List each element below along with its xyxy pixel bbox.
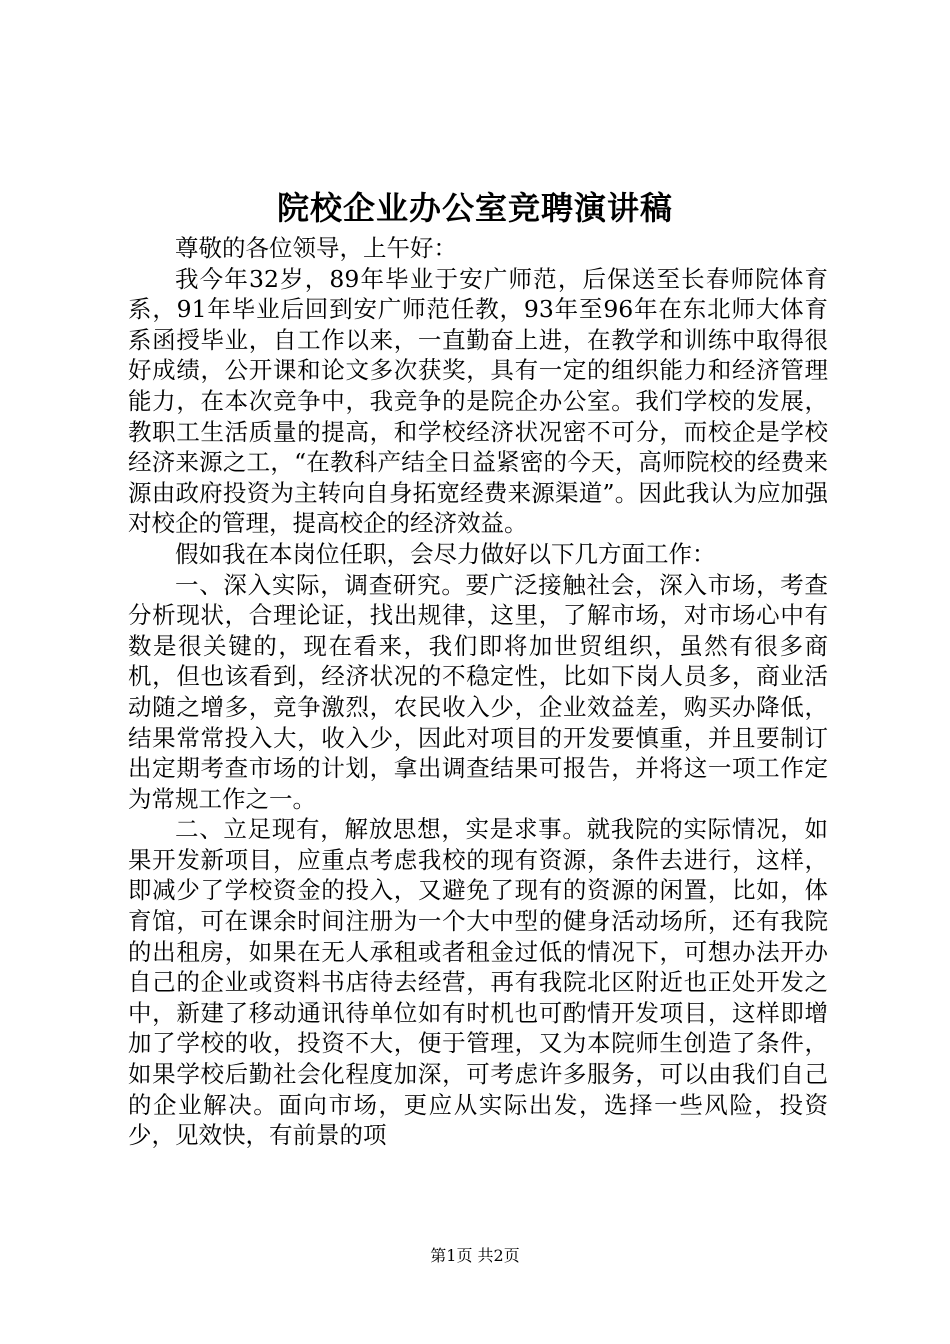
paragraph-salutation: 尊敬的各位领导，上午好： <box>175 234 457 262</box>
paragraph-point-two: 二、立足现有，解放思想，实是求事。就我院的实际情况，如果开发新项目，应重点考虑我校的现有资源，条件去进行，这样，即减少了学校资金的投入，又避免了现有的资源的闲置，比如，体育馆，可在课余时间注册为一个大中型的健身活动场所，还有我院的出租房，如果在无人承租或者租金过低的情况下，可想办法开办自己的企业或资料书店待去经营，再有我院北区附近也正处开发之中，新建了移动通讯待单位如有时机也可酌情开发项目，这样即增加了学校的收，投资不大，便于管理，又为本院师生创造了条件，如果学校后勤社会化程度加深，可考虑许多服务，可以由我们自己的企业解决。面向市场，更应从实际出发，选择一些风险，投资少，见效快，有前景的项 <box>128 815 828 1150</box>
paragraph-plan-intro: 假如我在本岗位任职，会尽力做好以下几方面工作： <box>175 539 716 568</box>
paragraph-introduction: 我今年32岁，89年毕业于安广师范，后保送至长春师院体育系，91年毕业后回到安广师范任教，93年至96年在东北师大体育系函授毕业，自工作以来，一直勤奋上进，在教学和训练中取得很好成绩，公开课和论文多次获奖，具有一定的组织能力和经济管理能力，在本次竞争中，我竞争的是院企办公室。我们学校的发展，教职工生活质量的提高，和学校经济状况密不可分，而校企是学校经济来源之工，“在教科产结全日益紧密的今天，高师院校的经费来源由政府投资为主转向自身拓宽经费来源渠道”。因此我认为应加强对校企的管理，提高校企的经济效益。 <box>128 264 828 538</box>
page-title: 院校企业办公室竞聘演讲稿 <box>276 189 673 227</box>
paragraph-point-one: 一、深入实际，调查研究。要广泛接触社会，深入市场，考查分析现状，合理论证，找出规律，这里，了解市场，对市场心中有数是很关键的，现在看来，我们即将加世贸组织，虽然有很多商机，但也该看到，经济状况的不稳定性，比如下岗人员多，商业活动随之增多，竞争激烈，农民收入少，企业效益差，购买办降低，结果常常投入大，收入少，因此对项目的开发要慎重，并且要制订出定期考查市场的计划，拿出调查结果可报告，并将这一项工作定为常规工作之一。 <box>128 570 828 813</box>
document-body <box>128 233 828 1151</box>
page-number-footer: 第1页 共2页 <box>430 1246 520 1265</box>
